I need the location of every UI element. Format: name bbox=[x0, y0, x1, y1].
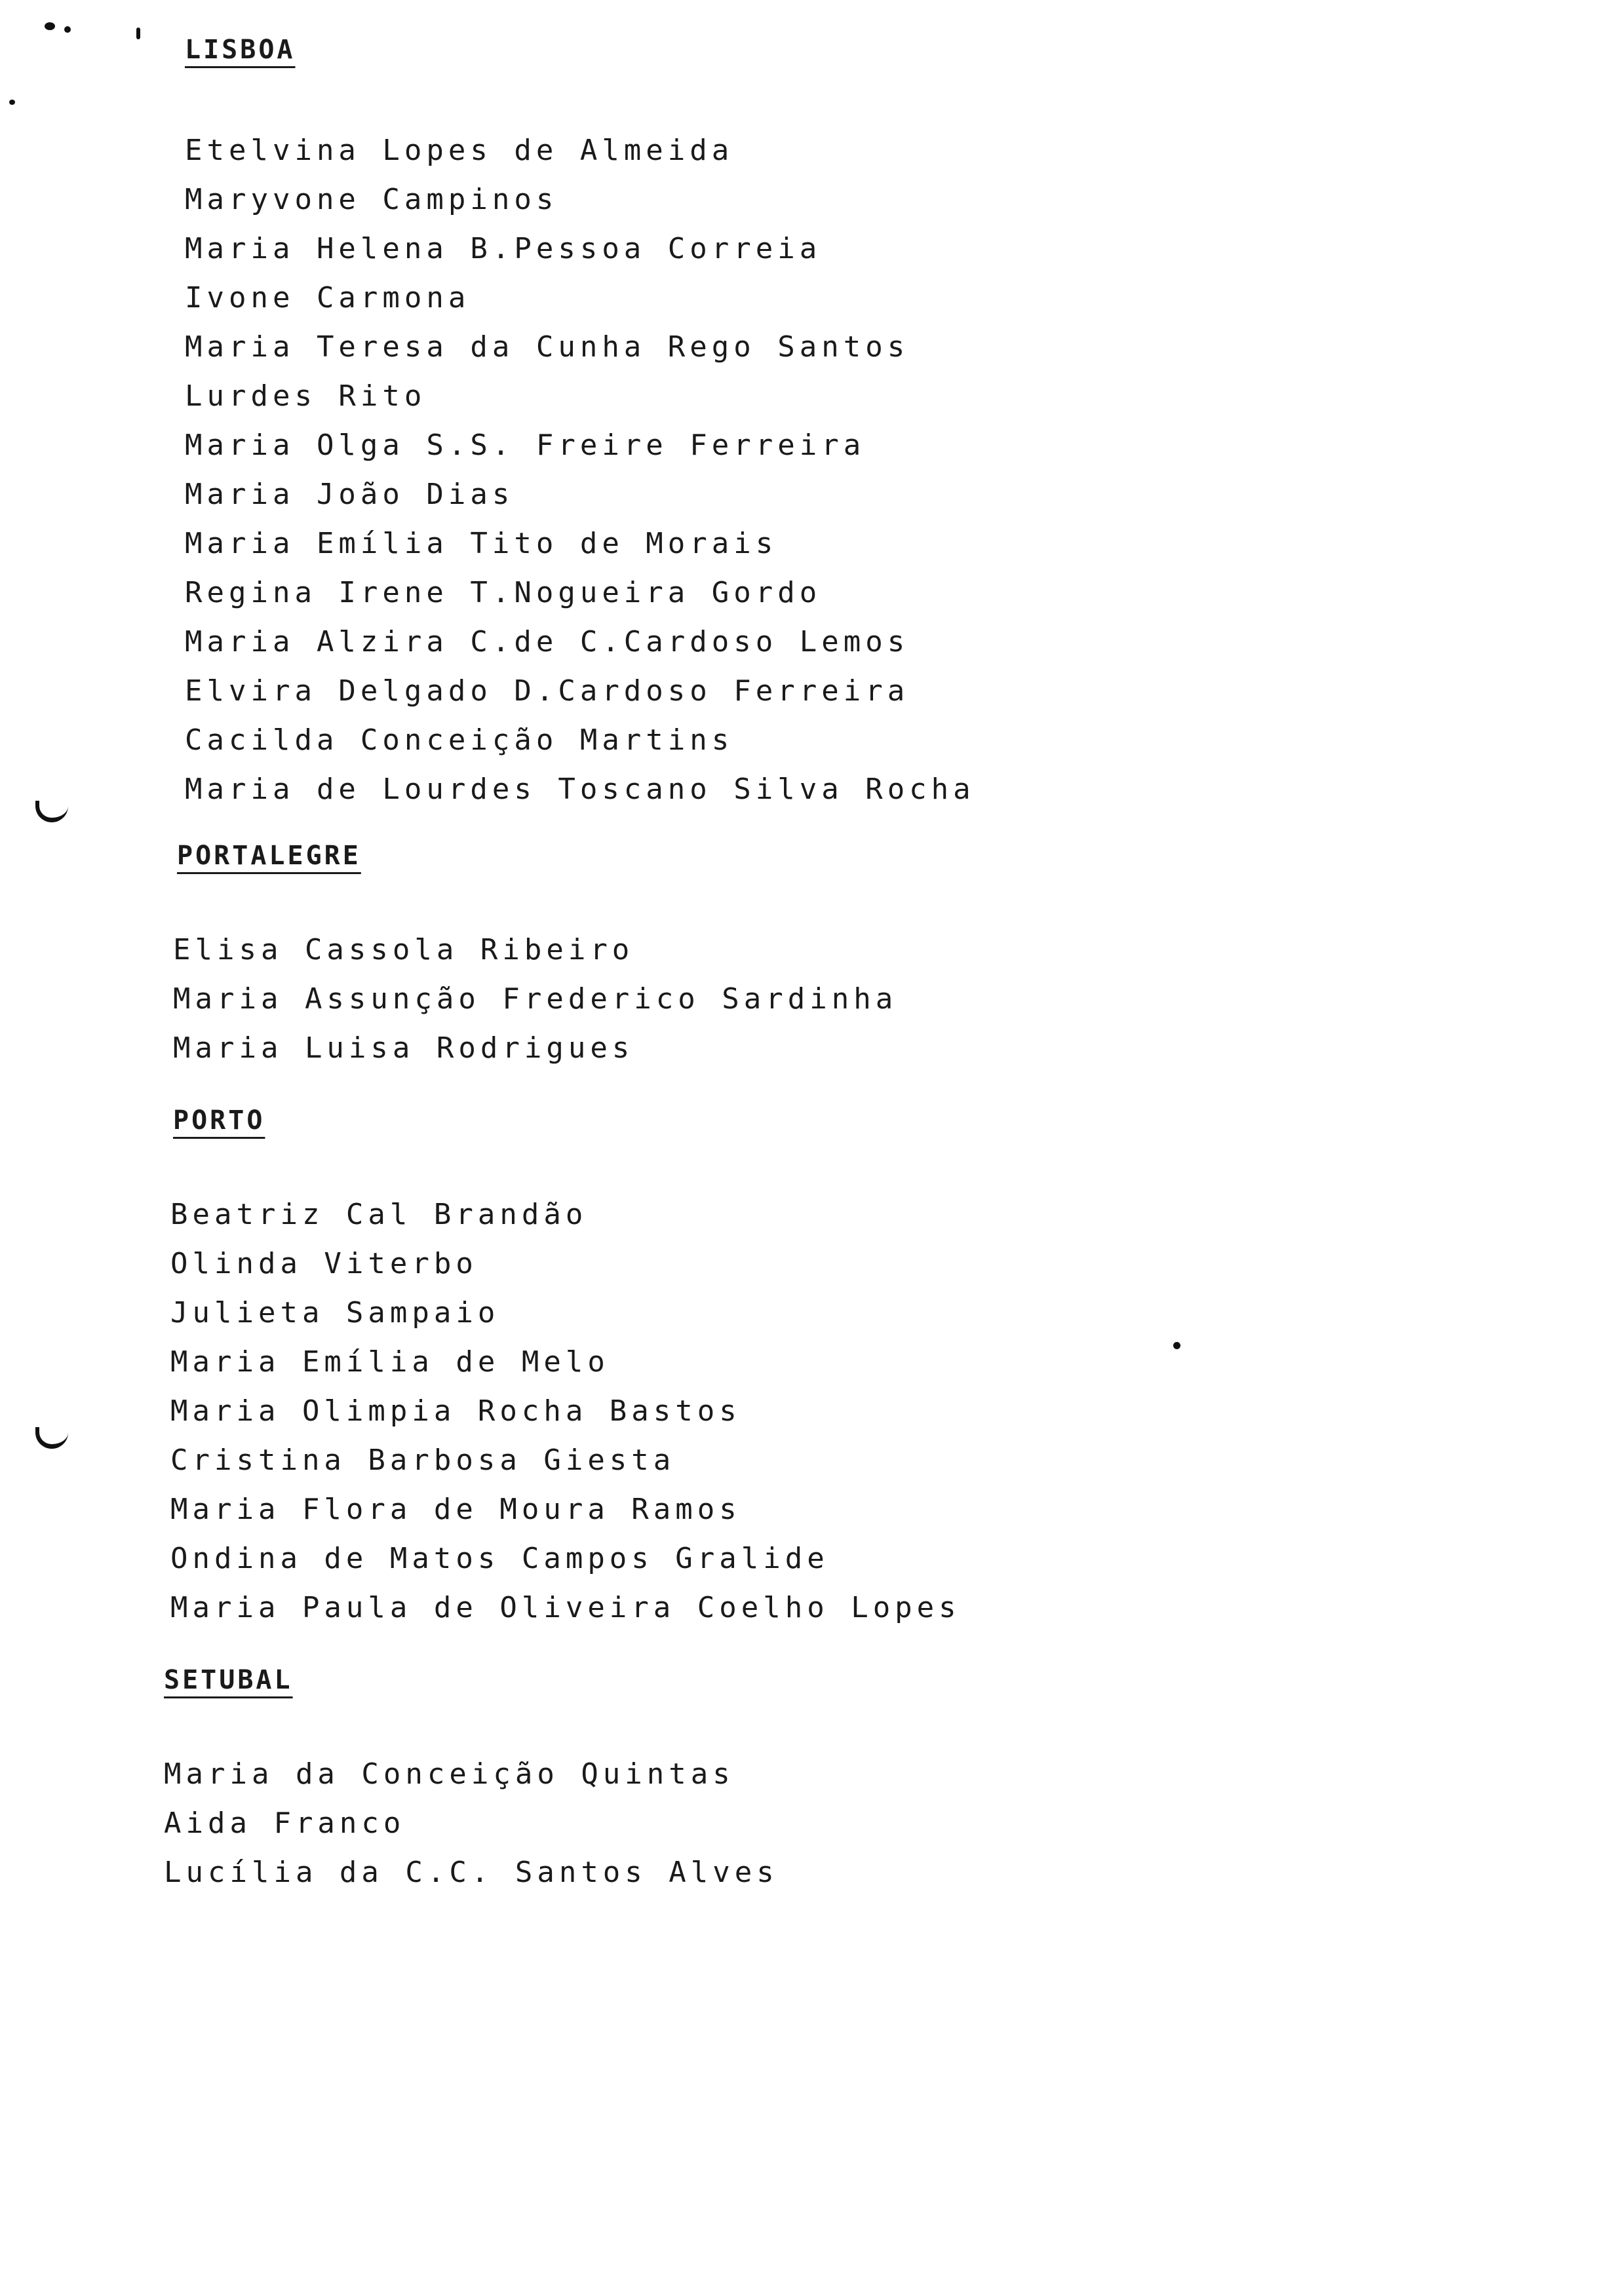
section-lisboa bbox=[185, 34, 975, 820]
list-item: Maria Olga S.S. Freire Ferreira bbox=[185, 429, 866, 462]
list-item: Maryvone Campinos bbox=[185, 183, 558, 216]
list-item: Elisa Cassola Ribeiro bbox=[173, 933, 634, 966]
section-heading: PORTALEGRE bbox=[177, 841, 361, 871]
section-porto bbox=[170, 1105, 961, 1639]
section-heading: LISBOA bbox=[185, 35, 296, 65]
list-item: Cristina Barbosa Giesta bbox=[170, 1444, 676, 1477]
name-list bbox=[170, 1196, 961, 1639]
section-heading: SETUBAL bbox=[164, 1665, 293, 1695]
list-item: Maria Emília Tito de Morais bbox=[185, 527, 778, 560]
list-item: Lucília da C.C. Santos Alves bbox=[164, 1856, 779, 1889]
list-item: Maria Alzira C.de C.Cardoso Lemos bbox=[185, 625, 910, 659]
ink-speck bbox=[64, 26, 71, 33]
list-item: Maria da Conceição Quintas bbox=[164, 1757, 735, 1791]
name-list bbox=[185, 132, 975, 820]
list-item: Maria Paula de Oliveira Coelho Lopes bbox=[170, 1591, 961, 1624]
list-item: Regina Irene T.Nogueira Gordo bbox=[185, 576, 822, 609]
list-item: Ondina de Matos Campos Gralide bbox=[170, 1542, 829, 1575]
punch-hole-mark bbox=[35, 1427, 68, 1449]
ink-speck bbox=[45, 22, 55, 30]
list-item: Maria de Lourdes Toscano Silva Rocha bbox=[185, 773, 975, 806]
section-setubal bbox=[164, 1664, 779, 1904]
list-item: Ivone Carmona bbox=[185, 281, 471, 315]
punch-hole-mark bbox=[35, 801, 68, 822]
list-item: Maria Helena B.Pessoa Correia bbox=[185, 232, 822, 265]
list-item: Elvira Delgado D.Cardoso Ferreira bbox=[185, 674, 910, 708]
section-heading: PORTO bbox=[173, 1105, 265, 1136]
list-item: Maria Flora de Moura Ramos bbox=[170, 1493, 741, 1526]
list-item: Maria Olimpia Rocha Bastos bbox=[170, 1394, 741, 1428]
list-item: Cacilda Conceição Martins bbox=[185, 723, 734, 757]
list-item: Maria João Dias bbox=[185, 478, 515, 511]
list-item: Maria Teresa da Cunha Rego Santos bbox=[185, 330, 910, 364]
section-portalegre bbox=[173, 840, 898, 1079]
list-item: Maria Luisa Rodrigues bbox=[173, 1031, 634, 1065]
list-item: Beatriz Cal Brandão bbox=[170, 1198, 588, 1231]
list-item: Aida Franco bbox=[164, 1807, 406, 1840]
list-item: Julieta Sampaio bbox=[170, 1296, 500, 1330]
list-item: Lurdes Rito bbox=[185, 379, 427, 413]
name-list bbox=[164, 1756, 779, 1904]
list-item: Olinda Viterbo bbox=[170, 1247, 478, 1280]
ink-speck bbox=[1173, 1342, 1180, 1349]
name-list bbox=[173, 932, 897, 1079]
list-item: Etelvina Lopes de Almeida bbox=[185, 134, 734, 167]
list-item: Maria Emília de Melo bbox=[170, 1345, 610, 1379]
ink-speck bbox=[9, 100, 15, 105]
ink-speck bbox=[136, 28, 140, 39]
list-item: Maria Assunção Frederico Sardinha bbox=[173, 982, 898, 1016]
